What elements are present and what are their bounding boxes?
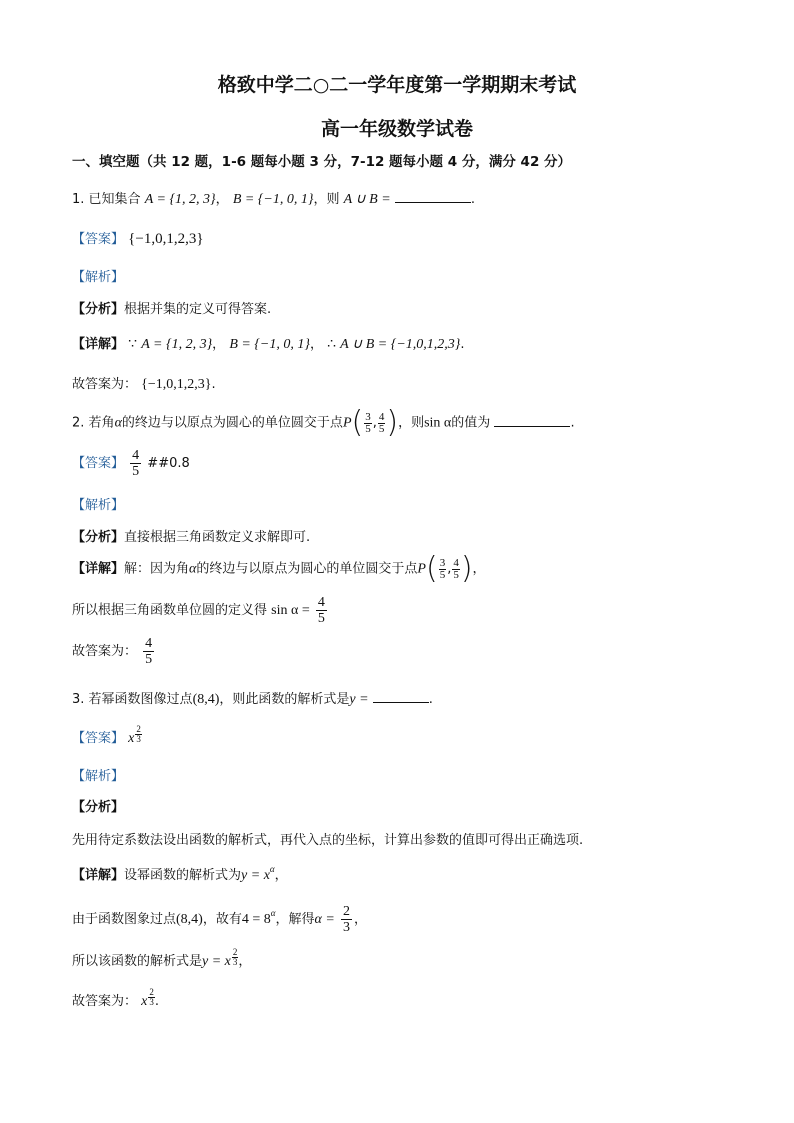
paren-left: (: [351, 405, 364, 440]
question-text: ，则: [313, 192, 340, 207]
q2-fenxi: [72, 526, 310, 545]
exam-title: 格致中学二○二一学年度第一学期期末考试: [217, 74, 577, 96]
math-set-a: A = {1, 2, 3}: [141, 337, 213, 352]
because-symbol: ∵: [128, 337, 138, 352]
question-text: 若角: [88, 415, 115, 431]
exponent: α: [270, 908, 276, 918]
math-set-a: A = {1, 2, 3}: [144, 192, 216, 207]
answer-tag: 【答案】: [72, 731, 125, 746]
question-1: 1. 已知集合 A = {1, 2, 3}， B = {−1, 0, 1}，则 A ∪ B = .: [72, 192, 475, 207]
fraction-x: [439, 558, 447, 581]
answer-tag: 【答案】: [72, 232, 125, 247]
detail-text: 所以该函数的解析式是: [72, 954, 203, 969]
detail-tag: 【详解】: [72, 337, 125, 352]
detail-text: 的终边与以原点为圆心的单位圆交于点: [196, 561, 418, 577]
analysis-tag: 【解析】: [72, 270, 125, 285]
fraction: [316, 595, 327, 626]
therefore-label: 故答案为：: [72, 994, 138, 1009]
math-y-eq: y =: [349, 692, 369, 707]
exponent-fraction: [135, 725, 142, 744]
analysis-tag: 【解析】: [72, 498, 125, 513]
question-number: 1.: [72, 192, 85, 207]
paren-right: ): [460, 551, 473, 586]
detail-text: 设幂函数的解析式为: [124, 868, 242, 883]
numerator: 3: [439, 556, 446, 569]
math-formula: y = x: [241, 868, 270, 883]
math-base: x: [128, 731, 135, 746]
fenxi-text: 根据并集的定义可得答案.: [124, 302, 272, 317]
q1-detail: 【详解】 ∵ A = {1, 2, 3}， B = {−1, 0, 1}， ∴ A ∪ B = {−1,0,1,2,3}.: [72, 337, 465, 352]
denominator: 5: [365, 422, 371, 435]
detail-tag: 【详解】: [72, 868, 125, 883]
fenxi-tag: 【分析】: [72, 800, 125, 815]
question-3: 3. 若幂函数图像过点(8,4)，则此函数的解析式是y = .: [72, 692, 433, 707]
fenxi-tag: 【分析】: [72, 302, 125, 317]
exponent-fraction: [148, 988, 155, 1007]
q3-detail: 【详解】设幂函数的解析式为$y = x^\alpha$，: [72, 864, 288, 883]
detail-text: ，故有: [202, 912, 242, 927]
question-2: 2. 若角α的终边与以原点为圆心的单位圆交于点P( $\frac{3}{5}$ , $\frac{4}{5}$ )，则sin α的值为 .: [72, 405, 575, 440]
q1-final: 故答案为： {−1,0,1,2,3}.: [72, 377, 216, 392]
q2-detail: 【详解】解：因为角α的终边与以原点为圆心的单位圆交于点P( $\frac{3}{5}$ , $\frac{4}{5}$ )，: [72, 551, 486, 586]
detail-text: 解：因为角: [124, 561, 190, 577]
numerator: 4: [132, 448, 140, 463]
answer-blank: [373, 690, 429, 703]
detail-tag: 【详解】: [72, 561, 125, 577]
math-base: x: [141, 994, 148, 1009]
q2-final: [72, 636, 156, 667]
math-alpha: α: [189, 561, 197, 577]
final-fraction: [143, 636, 154, 667]
denominator: 5: [145, 652, 153, 667]
therefore-label: 故答案为：: [72, 644, 138, 659]
answer-fraction: [130, 448, 141, 479]
fenxi-tag: 【分析】: [72, 530, 125, 545]
final-answer: {−1,0,1,2,3}: [141, 377, 212, 392]
math-point: (8,4): [192, 692, 220, 707]
q3-fenxi-text: 先用待定系数法设出函数的解析式，再代入点的坐标，计算出参数的值即可得出正确选项.: [72, 833, 584, 848]
fraction-y: [378, 412, 386, 435]
section-heading: 一、填空题（共 12 题，1-6 题每小题 3 分，7-12 题每小题 4 分，满分 42 分）: [72, 154, 572, 170]
q3-answer: [72, 724, 142, 754]
q2-answer: [72, 448, 190, 479]
question-text: ，则: [398, 415, 425, 431]
therefore-label: 故答案为：: [72, 377, 138, 392]
question-text: 的值为: [451, 415, 491, 431]
detail-text: 由于函数图象过点: [72, 912, 177, 927]
math-alpha: α: [114, 415, 122, 431]
question-text: 若幂函数图像过点: [88, 692, 193, 707]
answer-blank: [494, 414, 570, 427]
math-point: (8,4): [176, 912, 203, 927]
denominator: 5: [317, 611, 325, 626]
math-set-b: B = {−1, 0, 1}: [229, 337, 310, 352]
question-text: ，则此函数的解析式是: [219, 692, 350, 707]
numerator: 3: [365, 410, 371, 423]
math-sin: sin α: [424, 415, 452, 431]
question-text: 已知集合: [88, 192, 141, 207]
fraction-y: [452, 558, 460, 581]
exponent-fraction: [232, 948, 239, 967]
answer-blank: [395, 190, 471, 203]
math-point: P: [342, 415, 352, 431]
paren-right: ): [386, 405, 399, 440]
denominator: 5: [439, 568, 446, 581]
math-union: A ∪ B =: [343, 192, 391, 207]
math-union-result: A ∪ B = {−1,0,1,2,3}: [340, 337, 461, 352]
q1-fenxi: [72, 298, 271, 317]
numerator: 4: [378, 410, 385, 423]
punct: ，: [215, 192, 229, 207]
numerator: 4: [453, 556, 459, 569]
math-formula: y = x: [202, 954, 231, 969]
question-number: 3.: [72, 692, 85, 707]
question-text: 的终边与以原点为圆心的单位圆交于点: [121, 415, 343, 431]
answer-tag: 【答案】: [72, 456, 125, 471]
q1-answer: [72, 228, 204, 248]
numerator: 4: [317, 595, 325, 610]
q3-final: 故答案为： x $\frac{2}{3}$ .: [72, 987, 160, 1009]
q3-line2: 由于函数图象过点(8,4)，故有$4 = 8^\alpha$，解得α = $\frac{2}{3}$ ，: [72, 904, 367, 935]
analysis-tag: 【解析】: [72, 769, 125, 784]
numerator: 4: [145, 636, 153, 651]
detail-text: ，解得: [275, 912, 315, 927]
numerator: 2: [136, 724, 141, 734]
q2-line2: [72, 595, 329, 626]
math-sin-eq: sin α =: [271, 603, 310, 618]
denominator: 3: [136, 734, 141, 744]
numerator: 2: [342, 904, 350, 919]
denominator: 5: [378, 422, 385, 435]
math-point: P: [417, 561, 426, 577]
denominator: 3: [232, 957, 238, 967]
answer-alt: ##0.8: [147, 456, 190, 471]
fenxi-text: 直接根据三角函数定义求解即可.: [124, 530, 311, 545]
answer-value: {−1,0,1,2,3}: [128, 231, 204, 247]
paren-left: (: [425, 551, 438, 586]
math-set-b: B = {−1, 0, 1}: [232, 192, 314, 207]
math-eq: 4 = 8: [241, 912, 271, 927]
q3-line3: 所以该函数的解析式是y = x $\frac{2}{3}$ ，: [72, 947, 252, 969]
fraction-x: [364, 412, 372, 435]
exam-subtitle: 高一年级数学试卷: [320, 118, 473, 140]
denominator: 5: [453, 568, 459, 581]
math-alpha-eq: α =: [314, 912, 335, 927]
therefore-symbol: ∴: [327, 337, 337, 352]
fraction: [341, 904, 352, 935]
detail-text: 所以根据三角函数单位圆的定义得: [72, 603, 268, 618]
numerator: 2: [149, 987, 154, 997]
denominator: 3: [149, 997, 154, 1007]
exponent: α: [269, 864, 275, 874]
question-number: 2.: [72, 415, 85, 431]
numerator: 2: [232, 947, 238, 957]
denominator: 5: [132, 464, 140, 479]
denominator: 3: [342, 920, 350, 935]
